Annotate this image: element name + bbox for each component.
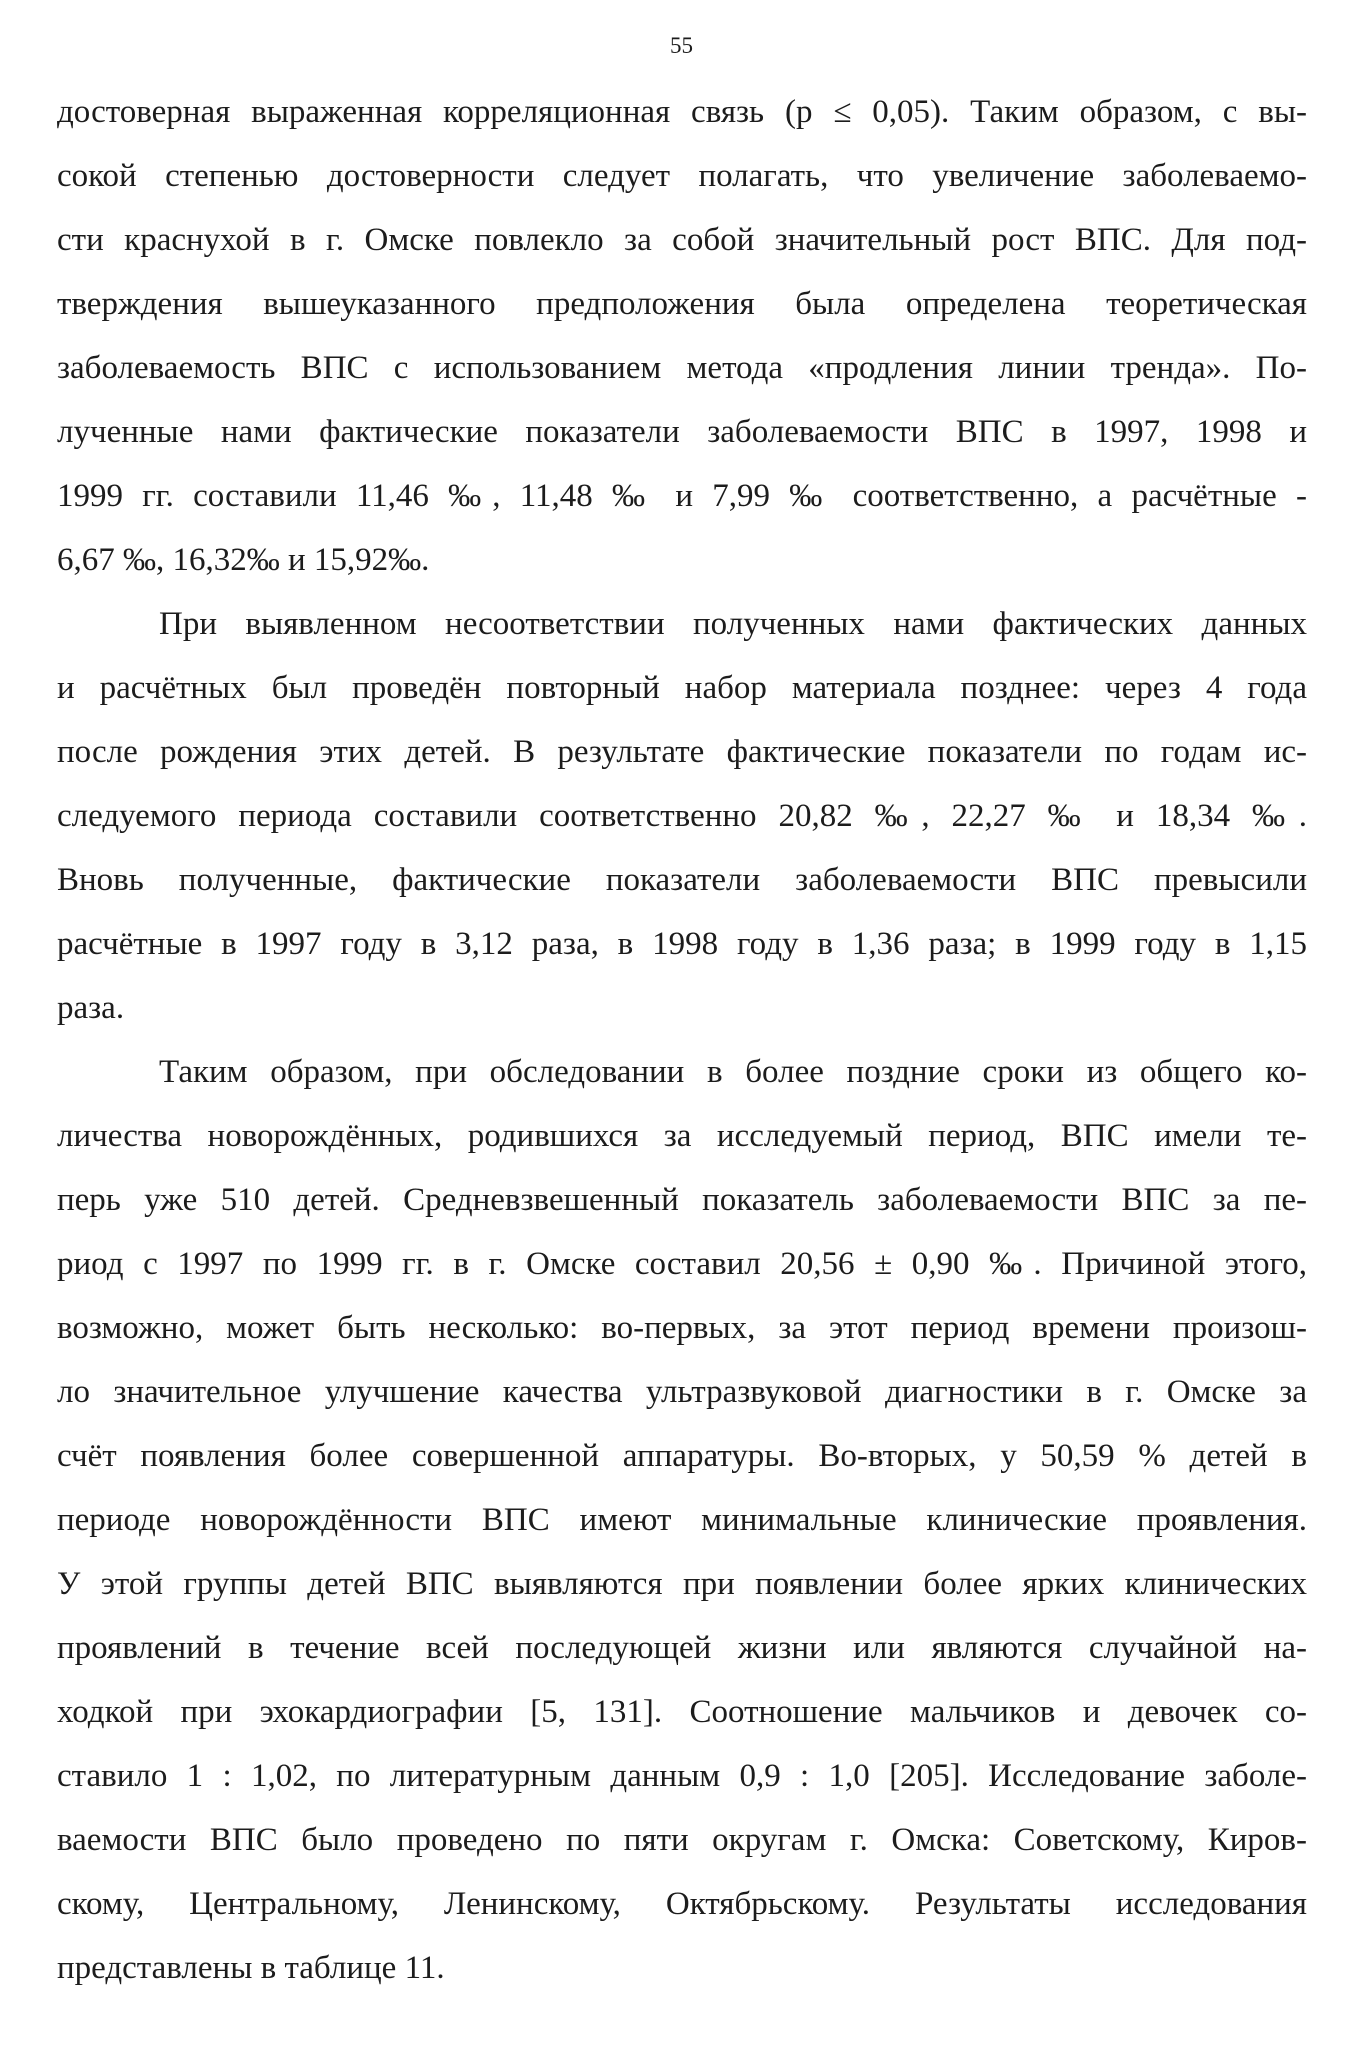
text-line: У этой группы детей ВПС выявляются при появлении более ярких клинических bbox=[57, 1566, 1307, 1602]
text-line: достоверная выраженная корреляционная связь (р ≤ 0,05). Таким образом, с вы- bbox=[57, 94, 1307, 130]
text-line: периоде новорождённости ВПС имеют минимальные клинические проявления. bbox=[57, 1502, 1307, 1538]
text-line: перь уже 510 детей. Средневзвешенный показатель заболеваемости ВПС за пе- bbox=[57, 1182, 1307, 1218]
text-line: При выявленном несоответствии полученных нами фактических данных bbox=[159, 606, 1307, 642]
text-line: следуемого периода составили соответственно 20,82 ‰, 22,27 ‰ и 18,34 ‰. bbox=[57, 798, 1307, 834]
text-line: Таким образом, при обследовании в более поздние сроки из общего ко- bbox=[159, 1054, 1307, 1090]
text-line: сокой степенью достоверности следует полагать, что увеличение заболеваемо- bbox=[57, 158, 1307, 194]
text-line: 1999 гг. составили 11,46 ‰, 11,48 ‰ и 7,99 ‰ соответственно, а расчётные - bbox=[57, 478, 1307, 514]
text-line: риод с 1997 по 1999 гг. в г. Омске составил 20,56 ± 0,90 ‰. Причиной этого, bbox=[57, 1246, 1307, 1282]
text-line: скому, Центральному, Ленинскому, Октябрьскому. Результаты исследования bbox=[57, 1886, 1307, 1922]
text-line: личества новорождённых, родившихся за исследуемый период, ВПС имели те- bbox=[57, 1118, 1307, 1154]
paragraph bbox=[57, 592, 1307, 1040]
paragraph bbox=[57, 1040, 1307, 2000]
text-line: тверждения вышеуказанного предположения была определена теоретическая bbox=[57, 286, 1307, 322]
text-line: ваемости ВПС было проведено по пяти округам г. Омска: Советскому, Киров- bbox=[57, 1822, 1307, 1858]
text-line: расчётные в 1997 году в 3,12 раза, в 1998 году в 1,36 раза; в 1999 году в 1,15 bbox=[57, 926, 1307, 962]
text-line: ходкой при эхокардиографии [5, 131]. Соотношение мальчиков и девочек со- bbox=[57, 1694, 1307, 1730]
text-line: проявлений в течение всей последующей жизни или являются случайной на- bbox=[57, 1630, 1307, 1666]
text-line: заболеваемость ВПС с использованием метода «продления линии тренда». По- bbox=[57, 350, 1307, 386]
text-line: ло значительное улучшение качества ультразвуковой диагностики в г. Омске за bbox=[57, 1374, 1307, 1410]
text-line: возможно, может быть несколько: во-первых, за этот период времени произош- bbox=[57, 1310, 1307, 1346]
text-line: раза. bbox=[57, 990, 125, 1026]
text-line: после рождения этих детей. В результате фактические показатели по годам ис- bbox=[57, 734, 1307, 770]
text-line: Вновь полученные, фактические показатели заболеваемости ВПС превысили bbox=[57, 862, 1307, 898]
text-line: 6,67 ‰, 16,32‰ и 15,92‰. bbox=[57, 542, 430, 578]
text-line: ставило 1 : 1,02, по литературным данным 0,9 : 1,0 [205]. Исследование заболе- bbox=[57, 1758, 1307, 1794]
paragraph bbox=[57, 80, 1307, 592]
page-number: 55 bbox=[670, 33, 693, 58]
text-line: и расчётных был проведён повторный набор материала позднее: через 4 года bbox=[57, 670, 1307, 706]
body-text bbox=[57, 80, 1307, 2000]
text-line: представлены в таблице 11. bbox=[57, 1950, 445, 1986]
text-line: счёт появления более совершенной аппаратуры. Во-вторых, у 50,59 % детей в bbox=[57, 1438, 1307, 1474]
text-line: сти краснухой в г. Омске повлекло за собой значительный рост ВПС. Для под- bbox=[57, 222, 1307, 258]
text-line: лученные нами фактические показатели заболеваемости ВПС в 1997, 1998 и bbox=[57, 414, 1307, 450]
